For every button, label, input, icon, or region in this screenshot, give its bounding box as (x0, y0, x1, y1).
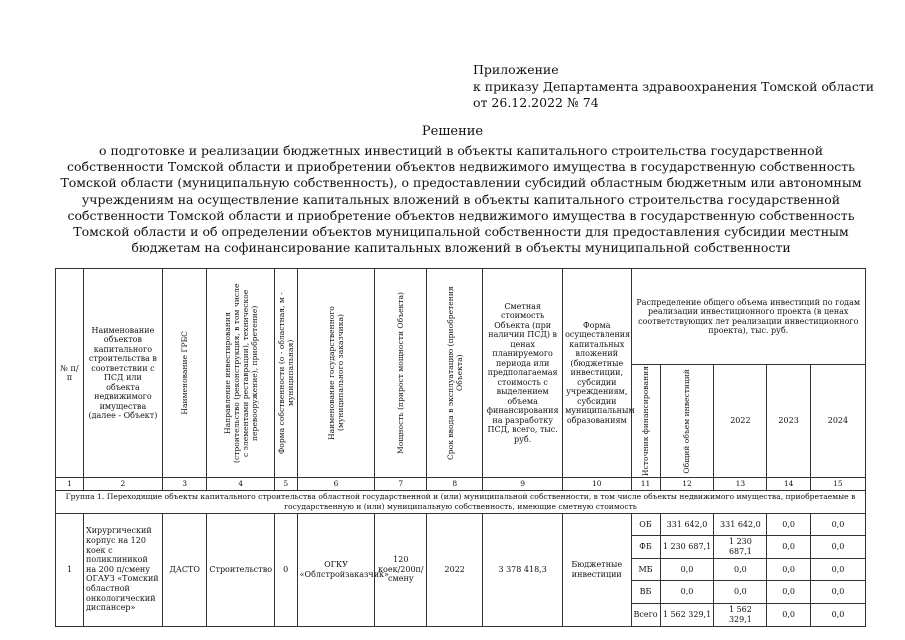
header-source-text: Источник финансирования (641, 366, 651, 477)
col-number: 15 (810, 478, 865, 491)
header-capacity (375, 269, 427, 478)
header-num: № п/п (56, 269, 84, 478)
group-row (56, 490, 866, 513)
header-2022: 2022 (714, 365, 767, 478)
header-distribution: Распределение общего объема инвестиций по годам реализации инвестиционного проекта (в ценах соответствующих лет реализации инвестиционного проекта), тыс. руб. (631, 269, 866, 365)
total-cell: 331 642,0 (660, 513, 714, 536)
decision-text: о подготовке и реализации бюджетных инвестиций в объекты капитального строительства государственной собственности Томской области и приобретении объектов недвижимого имущества в государственную собственность Томской области (муниципальную собственность), о предоставлении субсидий областным бюджетным или автономным учреждениям на осуществление капитальных вложений в объекты капитального строительства государственной собственности Томской области и приобретение объектов недвижимого имущества в государственную собственность Томской области и об определении объектов муниципальной собственности для предоставления субсидии местным бюджетам на софинансирование капитальных вложений в объекты муниципальной собственности (60, 143, 862, 256)
header-total (660, 365, 714, 478)
col-number: 3 (162, 478, 207, 491)
header-object-name: Наименование объектов капитального строительства в соответствии с ПСД или объекта недвижимого имущества (далее - Объект) (84, 269, 163, 478)
appendix-order: к приказу Департамента здравоохранения Томской области (473, 78, 875, 94)
y2023-cell: 0,0 (767, 581, 811, 604)
decision-title: Решение (421, 124, 484, 139)
table-row (56, 513, 866, 536)
appendix-title: Приложение (473, 62, 559, 77)
object-term: 2022 (427, 513, 483, 626)
y2022-cell: 0,0 (714, 558, 767, 581)
header-ownership (274, 269, 297, 478)
col-number: 11 (631, 478, 660, 491)
header-capacity-text: Мощность (прирост мощности Объекта) (396, 292, 406, 455)
y2024-cell: 0,0 (810, 581, 865, 604)
header-source (631, 365, 660, 478)
header-grbs-text: Наименование ГРБС (180, 331, 190, 415)
object-cost: 3 378 418,3 (483, 513, 563, 626)
col-number: 13 (714, 478, 767, 491)
col-number: 7 (375, 478, 427, 491)
source-cell: ВБ (631, 581, 660, 604)
y2022-cell: 1 562 329,1 (714, 603, 767, 626)
header-form: Форма осуществления капитальных вложений (бюджетные инвестиции, субсидии учреждениям, субсидии муниципальным образованиям (563, 269, 631, 478)
column-number-row (56, 478, 866, 491)
y2023-cell: 0,0 (767, 536, 811, 559)
total-cell: 1 562 329,1 (660, 603, 714, 626)
col-number: 9 (483, 478, 563, 491)
source-cell: ФБ (631, 536, 660, 559)
group-label: Группа 1. Переходящие объекты капитального строительства областной государственной и (или) муниципальной собственности, в том числе объекты недвижимого имущества, приобретаемые в государственную и (или) муниципальную собственность, имеющие сметную стоимость (56, 490, 866, 513)
header-direction (207, 269, 274, 478)
total-cell: 0,0 (660, 581, 714, 604)
total-cell: 0,0 (660, 558, 714, 581)
y2022-cell: 331 642,0 (714, 513, 767, 536)
object-ownership: 0 (274, 513, 297, 626)
appendix-block (473, 62, 874, 112)
source-cell: ОБ (631, 513, 660, 536)
col-number: 14 (767, 478, 811, 491)
header-cost: Сметная стоимость Объекта (при наличии ПСД) в ценах планируемого периода или предполагаемая стоимость с выделением объема финансирования на разработку ПСД, всего, тыс. руб. (483, 269, 563, 478)
y2024-cell: 0,0 (810, 513, 865, 536)
object-capacity: 120 коек/200п/смену (375, 513, 427, 626)
header-grbs (162, 269, 207, 478)
header-2023: 2023 (767, 365, 811, 478)
y2024-cell: 0,0 (810, 603, 865, 626)
object-form: Бюджетные инвестиции (563, 513, 631, 626)
col-number: 2 (84, 478, 163, 491)
col-number: 10 (563, 478, 631, 491)
header-direction-text: Направление инвестирования (строительство (реконструкция, в том числе с элементами реставрации), техническое перевооружение), приобретение) (222, 283, 259, 463)
source-cell: МБ (631, 558, 660, 581)
col-number: 12 (660, 478, 714, 491)
object-direction: Строительство (207, 513, 274, 626)
object-customer: ОГКУ «Облстройзаказчик» (297, 513, 375, 626)
header-term-text: Срок ввода в эксплуатацию (приобретения Объекта) (445, 286, 464, 460)
investment-table (55, 268, 866, 627)
object-name: Хирургический корпус на 120 коек с поликлиникой на 200 п/смену ОГАУЗ «Томский областной онкологический диспансер» (84, 513, 163, 626)
source-cell: Всего (631, 603, 660, 626)
header-customer (297, 269, 375, 478)
header-customer-text: Наименование государственного (муниципального заказчика) (326, 306, 345, 440)
y2024-cell: 0,0 (810, 536, 865, 559)
col-number: 8 (427, 478, 483, 491)
header-total-text: Общий объем инвестиций (682, 368, 692, 474)
header-2024: 2024 (810, 365, 865, 478)
col-number: 6 (297, 478, 375, 491)
appendix-date: от 26.12.2022 № 74 (473, 95, 599, 110)
y2022-cell: 0,0 (714, 581, 767, 604)
object-grbs: ДАСТО (162, 513, 207, 626)
header-term (427, 269, 483, 478)
y2024-cell: 0,0 (810, 558, 865, 581)
header-ownership-text: Форма собственности (о - областная, м - муниципальная) (276, 292, 295, 454)
col-number: 5 (274, 478, 297, 491)
col-number: 1 (56, 478, 84, 491)
y2023-cell: 0,0 (767, 603, 811, 626)
y2023-cell: 0,0 (767, 513, 811, 536)
object-num: 1 (56, 513, 84, 626)
col-number: 4 (207, 478, 274, 491)
total-cell: 1 230 687,1 (660, 536, 714, 559)
y2023-cell: 0,0 (767, 558, 811, 581)
y2022-cell: 1 230 687,1 (714, 536, 767, 559)
